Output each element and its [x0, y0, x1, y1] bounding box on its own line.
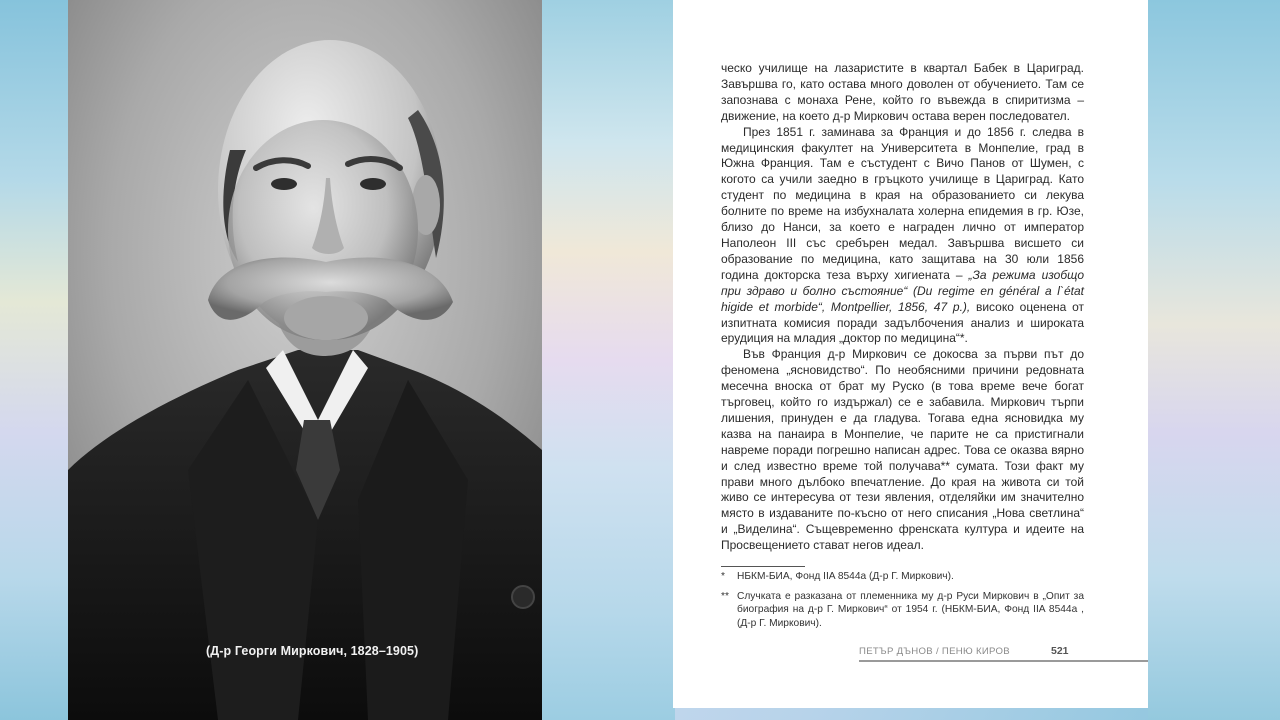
footnote-mark: **	[721, 591, 729, 603]
book-page	[673, 0, 1148, 708]
text-run: През 1851 г. заминава за Франция и до 1856 г. следва в медицинския факултет на Университета в Монпелие, град в Южна Франция. Там е състудент с Вичо Панов от Шумен, с когото са учили заедно в гръцкото училище в Цариград. Като студент по медицина в края на образованието си лекува болните по време на избухналата холерна епидемия в гр. Юзе, близо до Нанси, за което е награден лично от император Наполеон III със сребърен медал. Завършва висшето си образование по медицина, като защитава на 30 юли 1856 година докторска теза върху хигиената –	[721, 124, 1084, 282]
text-run: ческо училище на лазаристите в квартал Бабек в Цариград. Завършва го, като остава много доволен от обучението. Там се запознава с монаха Рене, който го въвежда в спиритизма – движение, на което д-р Миркович остава верен последовател.	[721, 61, 1084, 123]
footnote-mark: *	[721, 571, 725, 582]
background-right-edge	[1148, 0, 1280, 720]
footnote-text: Случката е разказана от племенника му д-р Руси Миркович в „Опит за биография на д-р Г. Миркович“ от 1954 г. (НБКМ-БИА, Фонд IIA 8544а , (Д-р Г. Миркович).	[737, 591, 1084, 629]
body-paragraph	[721, 347, 1084, 554]
footnote	[721, 590, 1084, 630]
background-left-edge	[0, 0, 68, 720]
footnote	[721, 570, 1084, 583]
footer-rule	[859, 660, 1148, 662]
body-paragraph	[721, 125, 1084, 348]
page-number: 521	[1051, 645, 1069, 657]
body-text	[721, 61, 1084, 554]
portrait-photo	[68, 0, 542, 720]
footnote-text: НБКМ-БИА, Фонд IIA 8544а (Д-р Г. Миркович).	[737, 571, 954, 582]
footnote-divider	[721, 566, 805, 567]
photo-caption: (Д-р Георги Миркович, 1828–1905)	[206, 644, 419, 658]
text-run: Във Франция д-р Миркович се докосва за първи път до феномена „ясновидство“. По необясними причини редовната месечна вноска от брат му Руско (в това време вече богат търговец, който го издържал) се е забавила. Миркович търпи лишения, принуден е да гладува. Тогава една ясновидка му казва на панаира в Монпелие, че парите не са пристигнали навреме поради погрешно написан адрес. Това се оказва вярно и след известно време той получава** сумата. Този факт му прави много дълбоко впечатление. До края на живота си той живо се интересува от тези явления, отделяйки им значително място в издаваните по-късно от него списания „Нова светлина“ и „Виделина“. Същевременно френската култура и идеите на Просвещението стават негов идеал.	[721, 347, 1084, 553]
running-footer: ПЕТЪР ДЪНОВ / ПЕНЮ КИРОВ	[859, 646, 1011, 657]
body-paragraph	[721, 61, 1084, 125]
background-gutter	[540, 0, 675, 720]
footnotes	[721, 570, 1084, 637]
italic-run: „За режима изобщо при здраво и болно състояние“ (Du regime en général a l`état higide et morbide“, Montpellier, 1856, 47 p.),	[721, 267, 1084, 314]
text-run: високо оценена от изпитната комисия поради задълбочения анализ и широката ерудиция на младия „доктор по медицина“*.	[721, 299, 1084, 346]
portrait-photo-page	[68, 0, 542, 720]
